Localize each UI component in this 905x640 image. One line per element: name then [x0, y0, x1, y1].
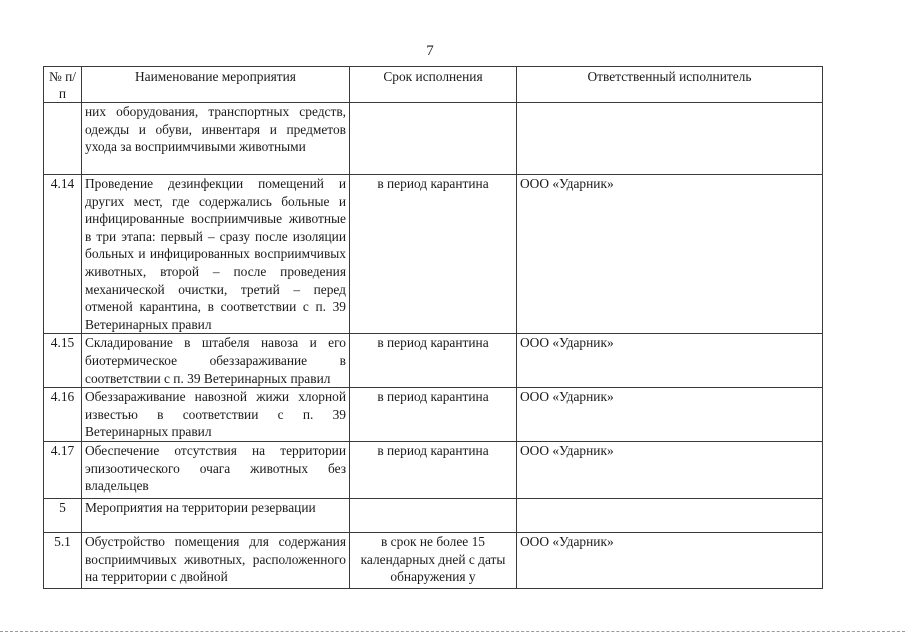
- row-name: Складирование в штабеля навоза и его биотермическое обеззараживание в соответствии с п. 39 Ветеринарных правил: [82, 334, 350, 388]
- row-term: в период карантина: [350, 175, 517, 334]
- row-term: [350, 103, 517, 175]
- row-term: в период карантина: [350, 441, 517, 498]
- row-term: в период карантина: [350, 334, 517, 388]
- row-number: [44, 103, 82, 175]
- header-number: № п/п: [44, 67, 82, 103]
- table-row: [44, 175, 823, 334]
- row-responsible: ООО «Ударник»: [517, 441, 823, 498]
- row-name: Мероприятия на территории резервации: [82, 498, 350, 532]
- table-row: [44, 103, 823, 175]
- row-number: 4.15: [44, 334, 82, 388]
- row-responsible: ООО «Ударник»: [517, 532, 823, 588]
- table-row: [44, 334, 823, 388]
- row-responsible: [517, 103, 823, 175]
- measures-table: [43, 66, 823, 589]
- row-name: Обеспечение отсутствия на территории эпизоотического очага животных без владельцев: [82, 441, 350, 498]
- row-term: в период карантина: [350, 388, 517, 442]
- row-name: Обустройство помещения для содержания восприимчивых животных, расположенного на территории с двойной: [82, 532, 350, 588]
- row-name: Обеззараживание навозной жижи хлорной известью в соответствии с п. 39 Ветеринарных правил: [82, 388, 350, 442]
- header-name: Наименование мероприятия: [82, 67, 350, 103]
- row-number: 4.17: [44, 441, 82, 498]
- row-term: в срок не более 15 календарных дней с даты обнаружения у: [350, 532, 517, 588]
- row-number: 5.1: [44, 532, 82, 588]
- row-number: 4.14: [44, 175, 82, 334]
- page-number: 7: [426, 43, 434, 59]
- row-responsible: ООО «Ударник»: [517, 388, 823, 442]
- row-name: них оборудования, транспортных средств, одежды и обуви, инвентаря и предметов ухода за восприимчивыми животными: [82, 103, 350, 175]
- table-row: [44, 532, 823, 588]
- table-row: [44, 498, 823, 532]
- row-number: 5: [44, 498, 82, 532]
- header-term: Срок исполнения: [350, 67, 517, 103]
- table-row: [44, 441, 823, 498]
- table-header-row: [44, 67, 823, 103]
- row-name: Проведение дезинфекции помещений и других мест, где содержались больные и инфицированные восприимчивые животные в три этапа: первый – сразу после изоляции больных и инфицированных восприимчивых животных, второй – после проведения механической очистки, третий – перед отменой карантина, в соответствии с п. 39 Ветеринарных правил: [82, 175, 350, 334]
- header-responsible: Ответственный исполнитель: [517, 67, 823, 103]
- row-number: 4.16: [44, 388, 82, 442]
- row-responsible: ООО «Ударник»: [517, 175, 823, 334]
- row-responsible: ООО «Ударник»: [517, 334, 823, 388]
- row-term: [350, 498, 517, 532]
- row-responsible: [517, 498, 823, 532]
- scan-edge-line: [0, 631, 905, 632]
- table-row: [44, 388, 823, 442]
